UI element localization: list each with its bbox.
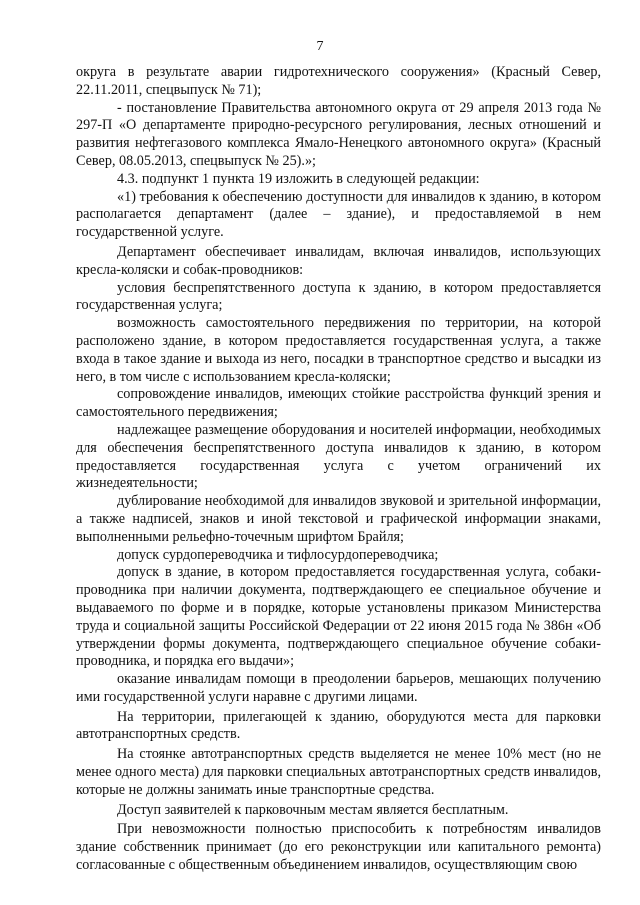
paragraph-7: возможность самостоятельного передвижения по территории, на которой расположено здание, в котором предоставляется государственная услуга, а также входа в такое здание и выхода из него, посадки в транспортное средство и высадки из него, в том числе с использованием кресла-коляски;	[76, 315, 601, 385]
paragraph-8: сопровождение инвалидов, имеющих стойкие расстройства функций зрения и самостоятельного передвижения;	[76, 386, 601, 421]
paragraph-10: дублирование необходимой для инвалидов звуковой и зрительной информации, а также надписей, знаков и иной текстовой и графической информации знаками, выполненными рельефно-точечным шрифтом Брайля;	[76, 493, 601, 545]
paragraph-1: округа в результате аварии гидротехнического сооружения» (Красный Север, 22.11.2011, спецвыпуск № 71);	[76, 64, 601, 98]
paragraph-16: Доступ заявителей к парковочным местам является бесплатным.	[117, 801, 509, 818]
paragraph-5: Департамент обеспечивает инвалидам, включая инвалидов, использующих кресла-коляски и собак-проводников:	[76, 243, 601, 278]
paragraph-17: При невозможности полностью приспособить к потребностям инвалидов здание собственник принимает (до его реконструкции или капитального ремонта) согласованные с общественным объединением инвалидов, осуществляющим свою	[76, 821, 601, 874]
paragraph-4: «1) требования к обеспечению доступности для инвалидов к зданию, в котором располагается департамент (далее – здание), и предоставляемой в нем государственной услуге.	[76, 188, 601, 241]
paragraph-12: допуск в здание, в котором предоставляется государственная услуга, собаки-проводника при наличии документа, подтверждающего ее специальное обучение и выдаваемого по форме и в порядке, которые установлены приказом Министерства труда и социальной защиты Российской Федерации от 22 июня 2015 года № 386н «Об утверждении формы документа, подтверждающего специальное обучение собаки-проводника, и порядка его выдачи»;	[76, 564, 601, 670]
paragraph-2: - постановление Правительства автономного округа от 29 апреля 2013 года № 297-П «О департаменте природно-ресурсного регулирования, лесных отношений и развития нефтегазового комплекса Ямало-Ненецкого автономного округа» (Красный Север, 08.05.2013, спецвыпуск № 25).»;	[76, 99, 601, 169]
paragraph-11: допуск сурдопереводчика и тифлосурдопереводчика;	[117, 546, 439, 563]
document-body	[76, 64, 601, 875]
paragraph-15: На стоянке автотранспортных средств выделяется не менее 10% мест (но не менее одного места) для парковки специальных автотранспортных средств инвалидов, которые не должны занимать иные транспортные средства.	[76, 746, 601, 798]
paragraph-6: условия беспрепятственного доступа к зданию, в котором предоставляется государственная услуга;	[76, 279, 601, 314]
paragraph-14: На территории, прилегающей к зданию, оборудуются места для парковки автотранспортных средств.	[76, 708, 601, 743]
paragraph-9: надлежащее размещение оборудования и носителей информации, необходимых для обеспечения беспрепятственного доступа инвалидов к зданию, в котором предоставляется государственная услуга с учетом ограничений их жизнедеятельности;	[76, 421, 601, 492]
paragraph-13: оказание инвалидам помощи в преодолении барьеров, мешающих получению ими государственной услуги наравне с другими лицами.	[76, 671, 601, 705]
page-number: 7	[316, 39, 324, 54]
paragraph-3: 4.3. подпункт 1 пункта 19 изложить в следующей редакции:	[117, 170, 480, 187]
